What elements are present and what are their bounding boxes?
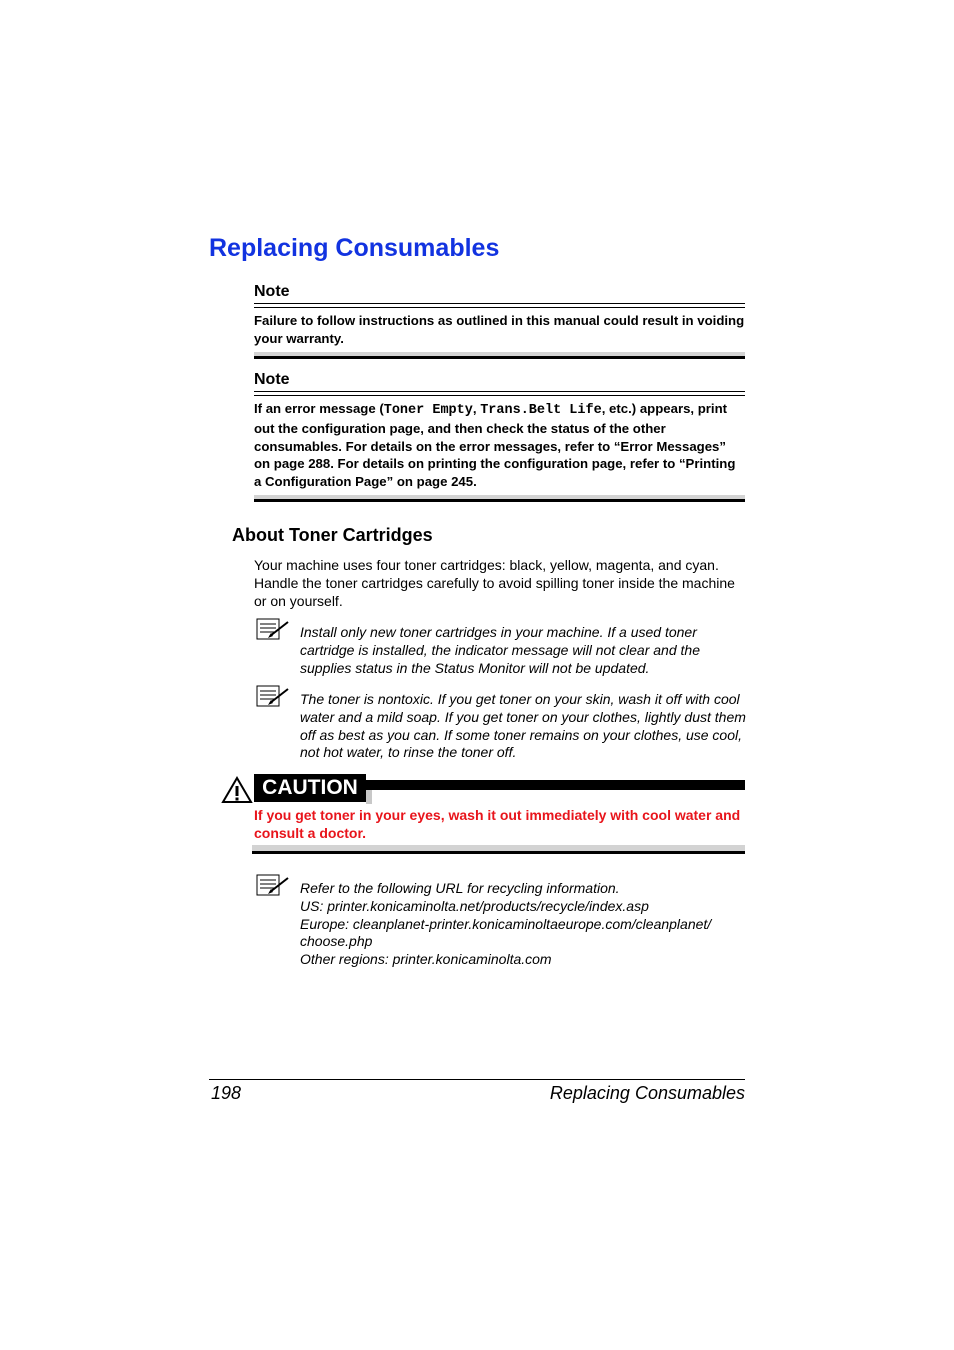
caution-text: If you get toner in your eyes, wash it out immediately with cool water and consult a doctor. [254, 807, 741, 841]
page-number: 198 [211, 1083, 242, 1103]
note-text [254, 396, 745, 495]
page-title: Replacing Consumables [209, 234, 500, 262]
recycle-url-europe: Europe: cleanplanet-printer.konicaminoltaeurope.com/cleanplanet/ [300, 915, 712, 932]
memo-text: The toner is nontoxic. If you get toner on your skin, wash it off with cool water and a mild soap. If you get toner on your clothes, lightly dust them off as best as you can. If some toner remains on your clothes, use cool, not hot water, to rinse the toner off. [300, 691, 746, 761]
warning-triangle-icon [221, 776, 253, 804]
note-heading: Note [254, 283, 290, 300]
code-toner-empty: Toner Empty [383, 403, 473, 418]
memo-pencil-icon [256, 874, 290, 896]
recycle-url-us: US: printer.konicaminolta.net/products/recycle/index.asp [300, 897, 649, 914]
caution-shadow [366, 790, 372, 804]
note-box-warranty [254, 283, 745, 359]
note-text-part: , [472, 401, 481, 416]
note-text-part: , etc.) appears, print out the configuration page, and then check the status of the other consumables. For details on the error messages, refer to “Error Messages” on page 288. For details on printing the configuration page, refer to “Printing a Configuration Page” on page 245. [254, 401, 736, 490]
note-bottom-rule [254, 495, 745, 502]
memo-pencil-icon [256, 618, 290, 640]
caution-label: CAUTION [254, 774, 366, 802]
note-text-part: If an error message ( [254, 401, 384, 416]
note-heading: Note [254, 371, 290, 388]
footer-rule [209, 1079, 745, 1080]
recycle-line: Refer to the following URL for recycling information. [300, 880, 620, 896]
recycle-memo [300, 880, 750, 969]
caution-bottom-rule [252, 845, 745, 854]
section-body: Your machine uses four toner cartridges: black, yellow, magenta, and cyan. Handle the toner cartridges carefully to avoid spilling toner inside the machine or on yourself. [254, 557, 735, 609]
code-trans-belt-life: Trans.Belt Life [480, 403, 602, 418]
note-bottom-rule [254, 352, 745, 359]
memo-pencil-icon [256, 685, 290, 707]
section-heading: About Toner Cartridges [232, 525, 433, 545]
recycle-url-europe-cont: choose.php [300, 933, 373, 950]
note-text: Failure to follow instructions as outlined in this manual could result in voiding your warranty. [254, 313, 745, 346]
memo-text: Install only new toner cartridges in your machine. If a used toner cartridge is installed, the indicator message will not clear and the supplies status in the Status Monitor will not be updated. [300, 624, 700, 676]
recycle-url-other: Other regions: printer.konicaminolta.com [300, 951, 552, 968]
footer-section-title: Replacing Consumables [549, 1083, 745, 1103]
note-box-error-messages [254, 371, 745, 502]
